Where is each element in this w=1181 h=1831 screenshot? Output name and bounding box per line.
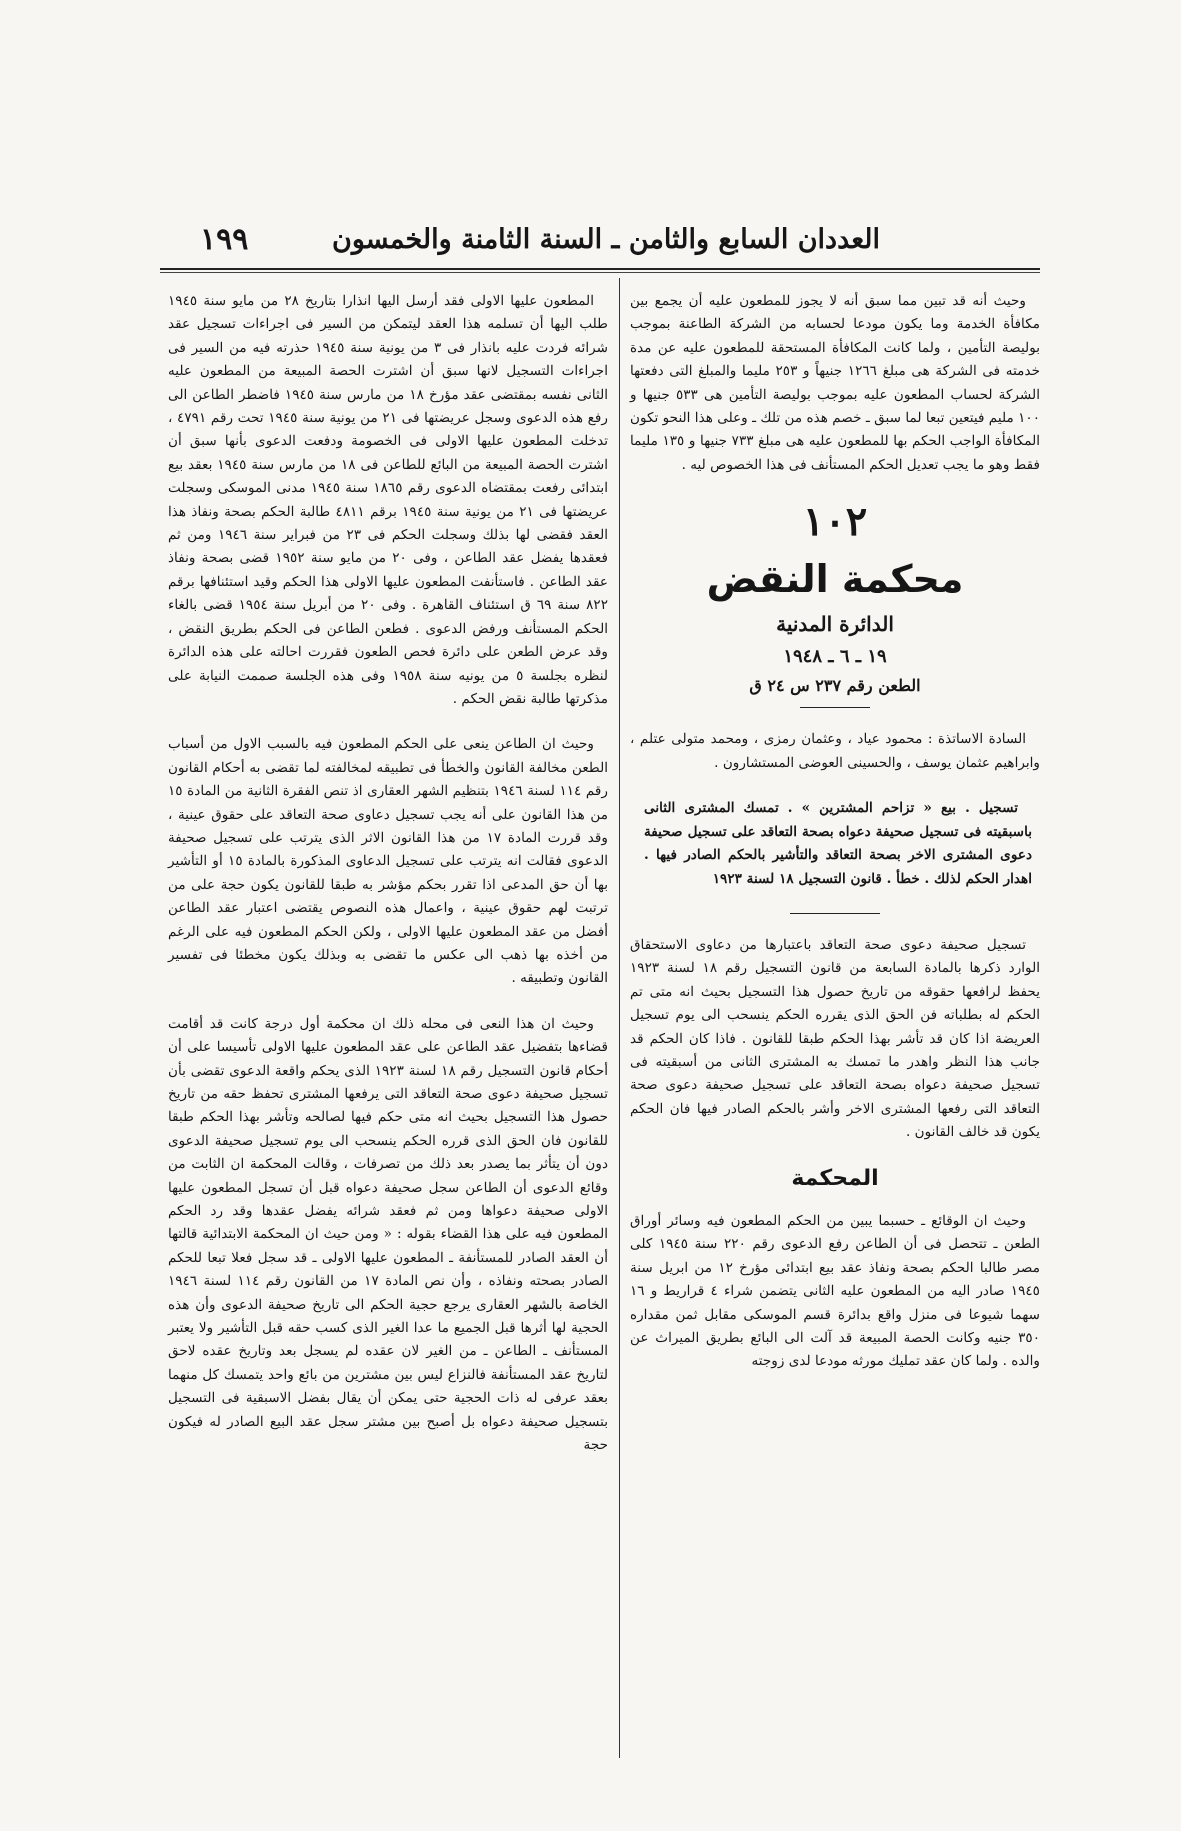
legal-principle: تسجيل صحيفة دعوى صحة التعاقد باعتبارها من دعاوى الاستحقاق الوارد ذكرها بالمادة السابعة من قانون التسجيل رقم ١٨ لسنة ١٩٢٣ يحفظ لرافعها حقوقه من تاريخ حصول هذا التسجيل بحيث انه متى تم الحكم له بطلباته فن الحق الذى يقرره الحكم ينسحب الى يوم تسجيل العريضة اذا كان قد تأشر بهذا الحكم طبقا للقانون . فاذا كان الحكم قد جانب هذا النظر واهدر ما تمسك به المشترى الثانى من أسبقيته فى تسجيل صحيفة دعواه بصحة التعاقد على تسجيل صحيفة دعوى صحة التعاقد التى رفعها المشترى الاخر وأشر بالحكم الصادر فيها فان الحكم يكون قد خالف القانون . xyxy=(630,936,1040,1141)
right-column xyxy=(630,290,1040,1396)
separator-rule xyxy=(790,913,880,914)
page-number: ١٩٩ xyxy=(200,222,249,257)
intro-paragraph: وحيث أنه قد تبين مما سبق أنه لا يجوز للمطعون عليه أن يجمع بين مكافأة الخدمة وما يكون مودعا لحسابه من الشركة الطاعنة بموجب بوليصة التأمين ، ولما كانت المكافأة المستحقة للمطعون عليه عن مدة خدمته فى الشركة هى مبلغ ١٢٦٦ جنيهاً و ٢٥٣ مليما والمبلغ التى دفعتها الشركة لحساب المطعون عليه بموجب بوليصة التأمين هى ٥٣٣ جنيها و ١٠٠ مليم فيتعين تبعا لما سبق ـ خصم هذه من تلك ـ وعلى هذا النحو تكون المكافأة الواجب الحكم بها للمطعون عليه هى مبلغ ٧٣٣ جنيها و ١٣٥ مليما فقط وهو ما يجب تعديل الحكم المستأنف فى هذا الخصوص ليه . xyxy=(630,293,1040,473)
judges-list: السادة الاساتذة : محمود عياد ، وعثمان رمزى ، ومحمد متولى عتلم ، وابراهيم عثمان يوسف ، والحسينى العوضى المستشارون . xyxy=(630,731,1040,771)
page-header xyxy=(160,218,1040,268)
body-paragraph: المطعون عليها الاولى فقد أرسل اليها انذارا بتاريخ ٢٨ من مايو سنة ١٩٤٥ طلب اليها أن تسلمه هذا العقد ليتمكن من السير فى اجراءات تسجيل عقد شرائه فردت عليه بانذار فى ٣ من يونية سنة ١٩٤٥ حذرته فيه من السير فى اجراءات التسجيل لانها سبق أن اشترت الحصة المبيعة من المطعون عليه الثانى نفسه بمقتضى عقد مؤرخ ١٨ من مارس سنة ١٩٤٥ فاضطر الطاعن الى رفع هذه الدعوى وسجل عريضتها فى ٢١ من يونية سنة ١٩٤٥ تحت رقم ٤٧٩١ ، تدخلت المطعون عليها الاولى فى الخصومة ودفعت الدعوى بأنها سبق أن اشترت الحصة المبيعة من البائع للطاعن فى ١٨ من مارس سنة ١٩٤٥ بعقد بيع ابتدائى رفعت بمقتضاه الدعوى رقم ١٨٦٥ سنة ١٩٤٥ مدنى الموسكى وسجلت عريضتها فى ٢١ من يونية سنة ١٩٤٥ برقم ٤٨١١ طالبة الحكم بصحة ونفاذ هذا العقد فقضى لها بذلك وسجلت الحكم فى ٢٣ من فبراير سنة ١٩٤٦ ومن ثم فعقدها يفضل عقد الطاعن ، وفى ٢٠ من مايو سنة ١٩٥٢ قضى بصحة ونفاذ عقد الطاعن . فاستأنفت المطعون عليها الاولى هذا الحكم وقيد استئنافها برقم ٨٢٢ سنة ٦٩ ق استئناف القاهرة . وفى ٢٠ من أبريل سنة ١٩٥٤ قضى بالغاء الحكم المستأنف ورفض الدعوى . فطعن الطاعن فى الحكم بطريق النقض ، وقد عرض الطعن على دائرة فحص الطعون فقررت احالته على هذه الدائرة لنظره بجلسة ٥ من يونيه سنة ١٩٥٨ وفى هذه الجلسة صممت النيابة على مذكرتها طالبة نقض الحكم . xyxy=(168,293,609,707)
body-paragraph: وحيث ان الطاعن ينعى على الحكم المطعون فيه بالسبب الاول من أسباب الطعن مخالفة القانون والخطأ فى تطبيقه لمخالفته لما تقضى به أحكام القانون رقم ١١٤ لسنة ١٩٤٦ بتنظيم الشهر العقارى اذ تنص الفقرة الثانية من المادة ١٥ من هذا القانون على أنه يجب تسجيل دعاوى صحة التعاقد على حقوق عينية ، وقد قررت المادة ١٧ من هذا القانون الاثر الذى يترتب على تسجيل صحيفة الدعوى فقالت انه يترتب على تسجيل الدعاوى المذكورة بالمادة ١٥ أو التأشير بها أن حق المدعى اذا تقرر بحكم مؤشر به طبقا للقانون يكون حجة على من ترتبت لهم حقوق عينية ، واعمال هذه النصوص يقتضى اعتبار عقد الطاعن أفضل من عقد المطعون عليها الاولى ، ولكن الحكم المطعون فيه على الرغم من أخذه بها ذهب الى عكس ما تقضى به وبذلك يكون مخطئا فى تفسير القانون وتطبيقه . xyxy=(168,736,608,987)
court-name: محكمة النقض xyxy=(706,557,964,602)
column-divider xyxy=(619,278,620,1758)
appeal-number: الطعن رقم ٢٣٧ س ٢٤ ق xyxy=(749,676,921,696)
court-circuit: الدائرة المدنية xyxy=(776,612,894,637)
keywords-summary: تسجيل . بيع « تزاحم المشترين » . تمسك المشترى الثانى باسبقيته فى تسجيل صحيفة دعواه بصحة التعاقد على تسجيل صحيفة دعوى المشترى الاخر بصحة التعاقد والتأشير بالحكم الصادر فيها . اهدار الحكم لذلك . خطأ . قانون التسجيل ١٨ لسنة ١٩٢٣ xyxy=(644,800,1032,887)
facts-paragraph: وحيث ان الوقائع ـ حسبما يبين من الحكم المطعون فيه وسائر أوراق الطعن ـ تتحصل فى أن الطاعن رفع الدعوى رقم ٢٢٠ سنة ١٩٤٥ كلى مصر طالبا الحكم بصحة ونفاذ عقد بيع ابتدائى مؤرخ ١٢ من ابريل سنة ١٩٤٥ صادر اليه من المطعون عليه الثانى يتضمن شراء ٤ قراريط و ١٦ سهما شيوعا فى منزل واقع بدائرة قسم الموسكى مقابل ثمن مقداره ٣٥٠ جنيه وكانت الحصة المبيعة قد آلت الى البائع بطريق الميراث عن والده . ولما كان عقد تمليك مورثه مودعا لدى زوجته xyxy=(630,1212,1040,1370)
case-number: ١٠٢ xyxy=(802,498,868,546)
left-column xyxy=(168,290,608,1480)
header-rule xyxy=(160,268,1040,273)
body-paragraph: وحيث ان هذا النعى فى محله ذلك ان محكمة أول درجة كانت قد أقامت قضاءها بتفضيل عقد الطاعن على عقد المطعون عليها الاولى تأسيسا على أن أحكام قانون التسجيل رقم ١٨ لسنة ١٩٢٣ الذى يحكم واقعة الدعوى تقضى بأن تسجيل صحيفة دعوى صحة التعاقد التى يرفعها المشترى تحفظ حقه من تاريخ حصول هذا التسجيل بحيث انه متى حكم فيها لصالحه وتأشر بهذا الحكم طبقا للقانون فان الحق الذى قرره الحكم ينسحب الى يوم تسجيل صحيفة الدعوى دون أن يتأثر بما يصدر بعد ذلك من تصرفات ، وقالت المحكمة ان الثابت من وقائع الدعوى أن الطاعن سجل صحيفة دعواه قبل أن تسجل المطعون عليها الاولى صحيفة دعواها ومن ثم فعقد شرائه يفضل عقدها وقد رد الحكم المطعون فيه على هذا القضاء بقوله : « ومن حيث ان المحكمة الابتدائية قالتها أن العقد الصادر للمستأنفة ـ المطعون عليها الاولى ـ قد سجل فعلا تبعا للحكم الصادر بصحته ونفاذه ، وأن نص المادة ١٧ من القانون رقم ١١٤ لسنة ١٩٤٦ الخاصة بالشهر العقارى يرجع حجية الحكم الى تاريخ صحيفة الدعوى وأن هذه الحجية لها أثرها قبل الجميع ما عدا الغير الذى كسب حقه قبل التأشير ولا يعتبر المستأنف ـ الطاعن ـ من الغير لان عقده لم يسجل بعد وتاريخ عقده لاحق لتاريخ عقد المستأنفة فالنزاع ليس بين مشترين من بائع واحد يتمسك كل منهما بعقد عرفى له ذات الحجية حتى يمكن أن يقال بفضل الاسبقية فى التسجيل بتسجيل صحيفة دعواه بل أصبح بين مشتر سجل عقد البيع الصادر له فيكون حجة xyxy=(168,1015,608,1454)
court-section-heading: المحكمة xyxy=(791,1165,879,1191)
judgment-date: ١٩ ـ ٦ ـ ١٩٤٨ xyxy=(783,645,887,667)
separator-rule xyxy=(800,707,870,708)
journal-issue-title: العددان السابع والثامن ـ السنة الثامنة والخمسون xyxy=(332,224,880,255)
